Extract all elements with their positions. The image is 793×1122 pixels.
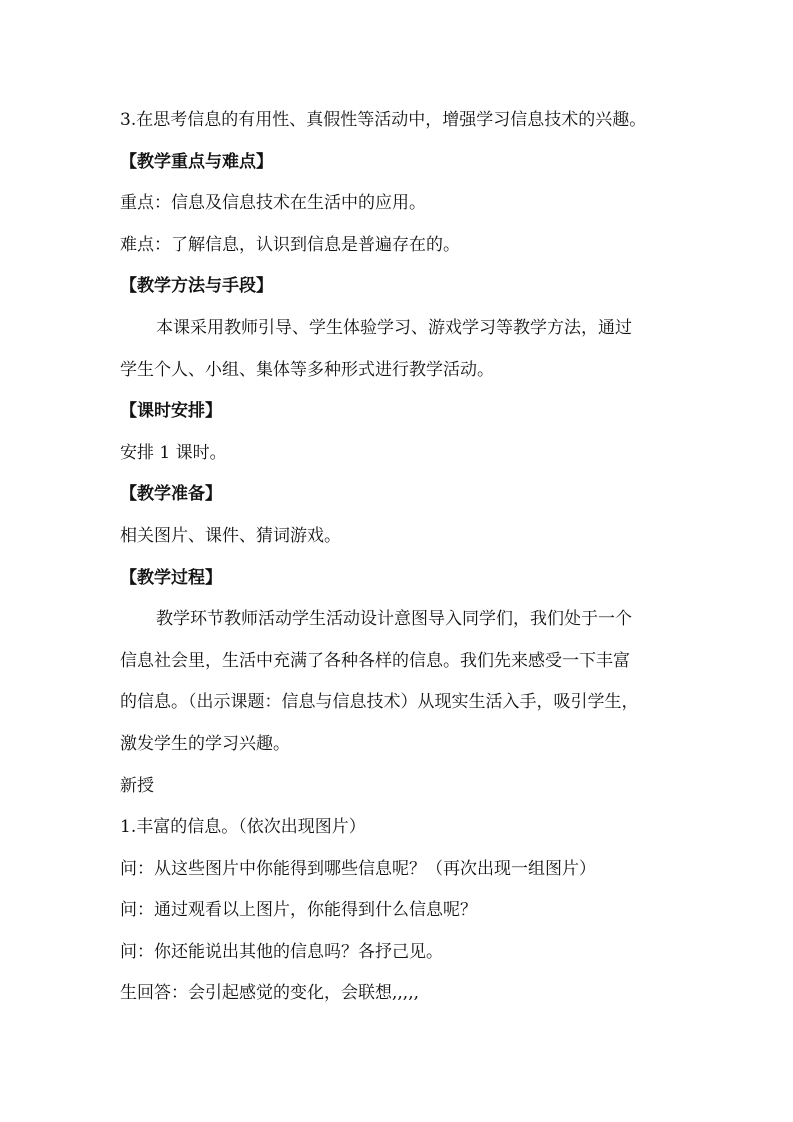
methods-paragraph-line-1: 本课采用教师引导、学生体验学习、游戏学习等教学方法，通过 [156,317,632,338]
rich-info-item: 1.丰富的信息。（依次出现图片） [120,817,366,838]
heading-methods: 【教学方法与手段】 [120,276,273,297]
process-paragraph-line-4: 激发学生的学习兴趣。 [120,733,290,754]
heading-key-points: 【教学重点与难点】 [120,151,273,172]
difficulty-text: 难点：了解信息，认识到信息是普遍存在的。 [120,234,460,255]
question-2: 问：通过观看以上图片，你能得到什么信息呢？ [120,900,477,921]
process-paragraph-line-3: 的信息。（出示课题：信息与信息技术）从现实生活入手，吸引学生， [120,692,639,713]
student-answer: 生回答：会引起感觉的变化，会联想,,,,, [120,983,420,1004]
document-body [120,100,680,1015]
question-1: 问：从这些图片中你能得到哪些信息呢？（再次出现一组图片） [120,858,596,879]
heading-schedule: 【课时安排】 [120,401,222,422]
question-3: 问：你还能说出其他的信息吗？各抒己见。 [120,941,443,962]
process-paragraph-line-2: 信息社会里，生活中充满了各种各样的信息。我们先来感受一下丰富 [120,650,630,671]
heading-preparation: 【教学准备】 [120,484,222,505]
new-lesson-label: 新授 [120,775,154,796]
key-point-text: 重点：信息及信息技术在生活中的应用。 [120,193,426,214]
methods-paragraph-line-2: 学生个人、小组、集体等多种形式进行教学活动。 [120,359,494,380]
preparation-text: 相关图片、课件、猜词游戏。 [120,525,341,546]
objective-3-text: 3.在思考信息的有用性、真假性等活动中，增强学习信息技术的兴趣。 [120,110,647,130]
process-paragraph-line-1: 教学环节教师活动学生活动设计意图导入同学们，我们处于一个 [156,609,632,630]
schedule-text: 安排 1 课时。 [120,442,227,463]
heading-process: 【教学过程】 [120,567,222,588]
